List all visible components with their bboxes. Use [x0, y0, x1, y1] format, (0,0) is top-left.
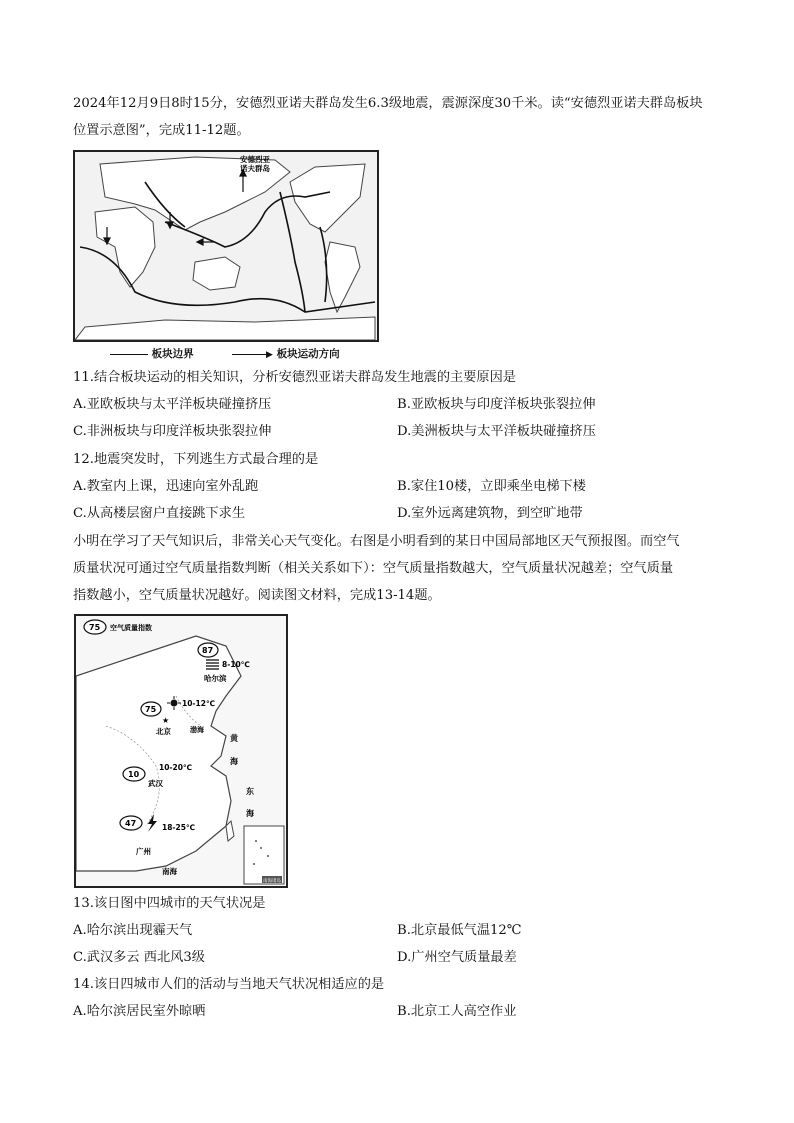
plate-map [75, 152, 377, 340]
svg-text:10: 10 [128, 770, 140, 779]
aleutian-label-2: 诺夫群岛 [240, 164, 270, 173]
q11-option-b[interactable]: B.亚欧板块与印度洋板块张裂拉伸 [397, 397, 596, 412]
q11-option-c[interactable]: C.非洲板块与印度洋板块张裂拉伸 [73, 424, 272, 439]
q11-option-d[interactable]: D.美洲板块与太平洋板块碰撞挤压 [397, 424, 596, 439]
intro2-line2: 质量状况可通过空气质量指数判断（相关关系如下）：空气质量指数越大，空气质量状况越差；空气质量 [73, 561, 674, 576]
q12-option-b[interactable]: B.家住10楼，立即乘坐电梯下楼 [397, 479, 586, 494]
intro1-line1: 2024年12月9日8时15分，安德烈亚诺夫群岛发生6.3级地震，震源深度30千米。读“安德烈亚诺夫群岛板块 [73, 96, 703, 111]
q12-stem: 12.地震突发时，下列逃生方式最合理的是 [73, 452, 319, 467]
svg-text:75: 75 [89, 623, 101, 632]
svg-text:南海: 南海 [162, 867, 177, 876]
svg-text:8-10℃: 8-10℃ [222, 660, 250, 669]
svg-text:北京: 北京 [156, 727, 171, 736]
arrow-head-icon: ▶ [266, 350, 273, 360]
q13-option-b[interactable]: B.北京最低气温12℃ [397, 923, 522, 938]
svg-text:东: 东 [246, 787, 254, 796]
south-sea-inset [244, 826, 284, 884]
legend-boundary: 板块边界 [110, 346, 194, 361]
q14-option-b[interactable]: B.北京工人高空作业 [397, 1004, 517, 1019]
q13-option-a[interactable]: A.哈尔滨出现霾天气 [73, 923, 193, 938]
beijing-star-icon: ★ [162, 716, 170, 725]
intro2-line1: 小明在学习了天气知识后，非常关心天气变化。右图是小明看到的某日中国局部地区天气预报图。而空气 [73, 534, 680, 549]
svg-text:广州: 广州 [136, 847, 151, 856]
legend-direction: ▶ 板块运动方向 [232, 346, 340, 361]
svg-text:75: 75 [145, 705, 157, 714]
svg-text:47: 47 [125, 819, 137, 828]
boundary-line-icon [110, 354, 148, 355]
svg-text:10-20℃: 10-20℃ [159, 763, 193, 772]
q11-option-a[interactable]: A.亚欧板块与太平洋板块碰撞挤压 [73, 397, 272, 412]
q14-stem: 14.该日四城市人们的活动与当地天气状况相适应的是 [73, 977, 385, 992]
svg-text:武汉: 武汉 [148, 779, 163, 788]
svg-text:海: 海 [230, 757, 238, 766]
svg-text:黄: 黄 [230, 734, 238, 743]
legend-aqi-text: 空气质量指数 [110, 624, 152, 632]
plate-map-figure [73, 150, 379, 342]
svg-text:87: 87 [202, 646, 214, 655]
q12-option-d[interactable]: D.室外远离建筑物，到空旷地带 [397, 506, 583, 521]
q11-stem: 11.结合板块运动的相关知识，分析安德烈亚诺夫群岛发生地震的主要原因是 [73, 370, 516, 385]
intro2-line3: 指数越小，空气质量状况越好。阅读图文材料，完成13-14题。 [73, 588, 441, 603]
svg-text:10-12℃: 10-12℃ [182, 699, 216, 708]
q13-option-d[interactable]: D.广州空气质量最差 [397, 950, 517, 965]
svg-text:渤海: 渤海 [190, 726, 204, 734]
weather-map-figure [74, 614, 288, 888]
svg-text:海: 海 [246, 809, 254, 818]
q13-stem: 13.该日图中四城市的天气状况是 [73, 896, 266, 911]
svg-text:哈尔滨: 哈尔滨 [204, 674, 227, 683]
intro1-line2: 位置示意图”，完成11-12题。 [73, 123, 250, 138]
inset-label: 南海诸岛 [263, 879, 281, 884]
q12-option-c[interactable]: C.从高楼层窗户直接跳下求生 [73, 506, 246, 521]
arrow-line-icon [232, 354, 266, 355]
q12-option-a[interactable]: A.教室内上课，迅速向室外乱跑 [73, 479, 259, 494]
weather-map [76, 616, 286, 886]
aleutian-label: 安德烈亚 [240, 155, 270, 164]
svg-text:18-25℃: 18-25℃ [162, 823, 196, 832]
q14-option-a[interactable]: A.哈尔滨居民室外晾晒 [73, 1004, 206, 1019]
q13-option-c[interactable]: C.武汉多云 西北风3级 [73, 950, 205, 965]
